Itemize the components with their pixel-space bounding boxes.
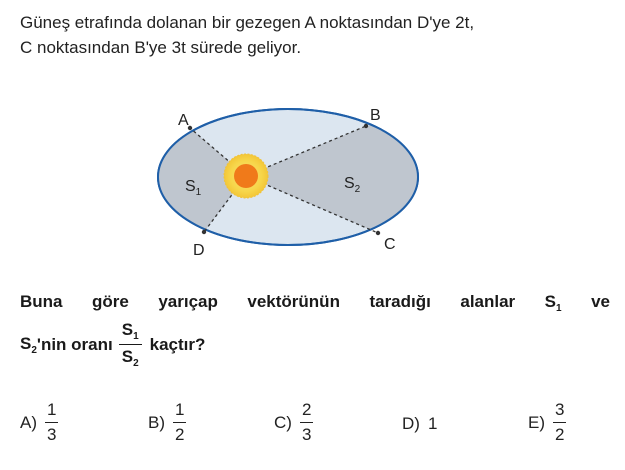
point-d-marker [202,230,206,234]
q-word: ve [591,292,610,311]
option-e-den: 2 [555,425,565,444]
q-word: göre [92,292,129,311]
question-text [20,292,610,369]
option-a[interactable] [20,400,58,445]
option-c-fraction [300,400,313,445]
option-b-fraction [173,400,186,445]
point-d-label: D [193,242,205,259]
option-e-num: 3 [553,400,566,423]
question-line-2 [20,320,205,369]
option-c-den: 3 [301,425,312,444]
area-s1-label: $S_1$ [185,178,202,198]
option-b-den: 2 [175,425,185,444]
question-line-1 [20,292,610,314]
option-b[interactable] [148,400,186,445]
problem-line-2: C noktasından B'ye 3t sürede geliyor. [20,38,302,57]
q-suffix: 'nin oranı [36,334,113,354]
option-a-letter: A) [20,412,37,432]
option-c[interactable] [274,400,313,445]
point-c-label: C [384,236,396,253]
ratio-numerator: $S_1$ [119,320,142,345]
problem-line-1: Güneş etrafında dolanan bir gezegen A noktasından D'ye 2t, [20,13,475,32]
point-b-label: B [370,107,381,124]
point-a-label: A [178,112,189,129]
ratio-fraction [119,320,142,369]
q-word: alanlar [460,292,516,311]
point-c-marker [376,231,380,235]
option-e[interactable] [528,400,566,445]
q-word: taradığı [369,292,431,311]
q-word: yarıçap [158,292,218,311]
q-s2: $S_2$ [20,333,37,356]
option-d-letter: D) [402,414,420,433]
q-word-s1: $S_1$ [544,292,562,314]
option-b-letter: B) [148,412,165,432]
option-e-letter: E) [528,412,545,432]
point-b-marker [364,124,368,128]
area-s2-label: $S_2$ [344,175,361,195]
option-a-fraction [45,400,58,445]
option-c-num: 2 [300,400,313,423]
option-a-num: 1 [45,400,58,423]
q-ending: kaçtır? [149,334,206,354]
q-word: vektörünün [247,292,340,311]
q-word: Buna [20,292,63,311]
option-c-letter: C) [274,412,292,432]
option-d-value: 1 [427,414,438,433]
ratio-denominator: $S_2$ [121,347,139,369]
sun-icon [224,154,268,198]
option-e-fraction [553,400,566,445]
option-d[interactable] [402,414,437,434]
answer-options [0,400,625,460]
option-b-num: 1 [173,400,186,423]
option-a-den: 3 [47,425,57,444]
